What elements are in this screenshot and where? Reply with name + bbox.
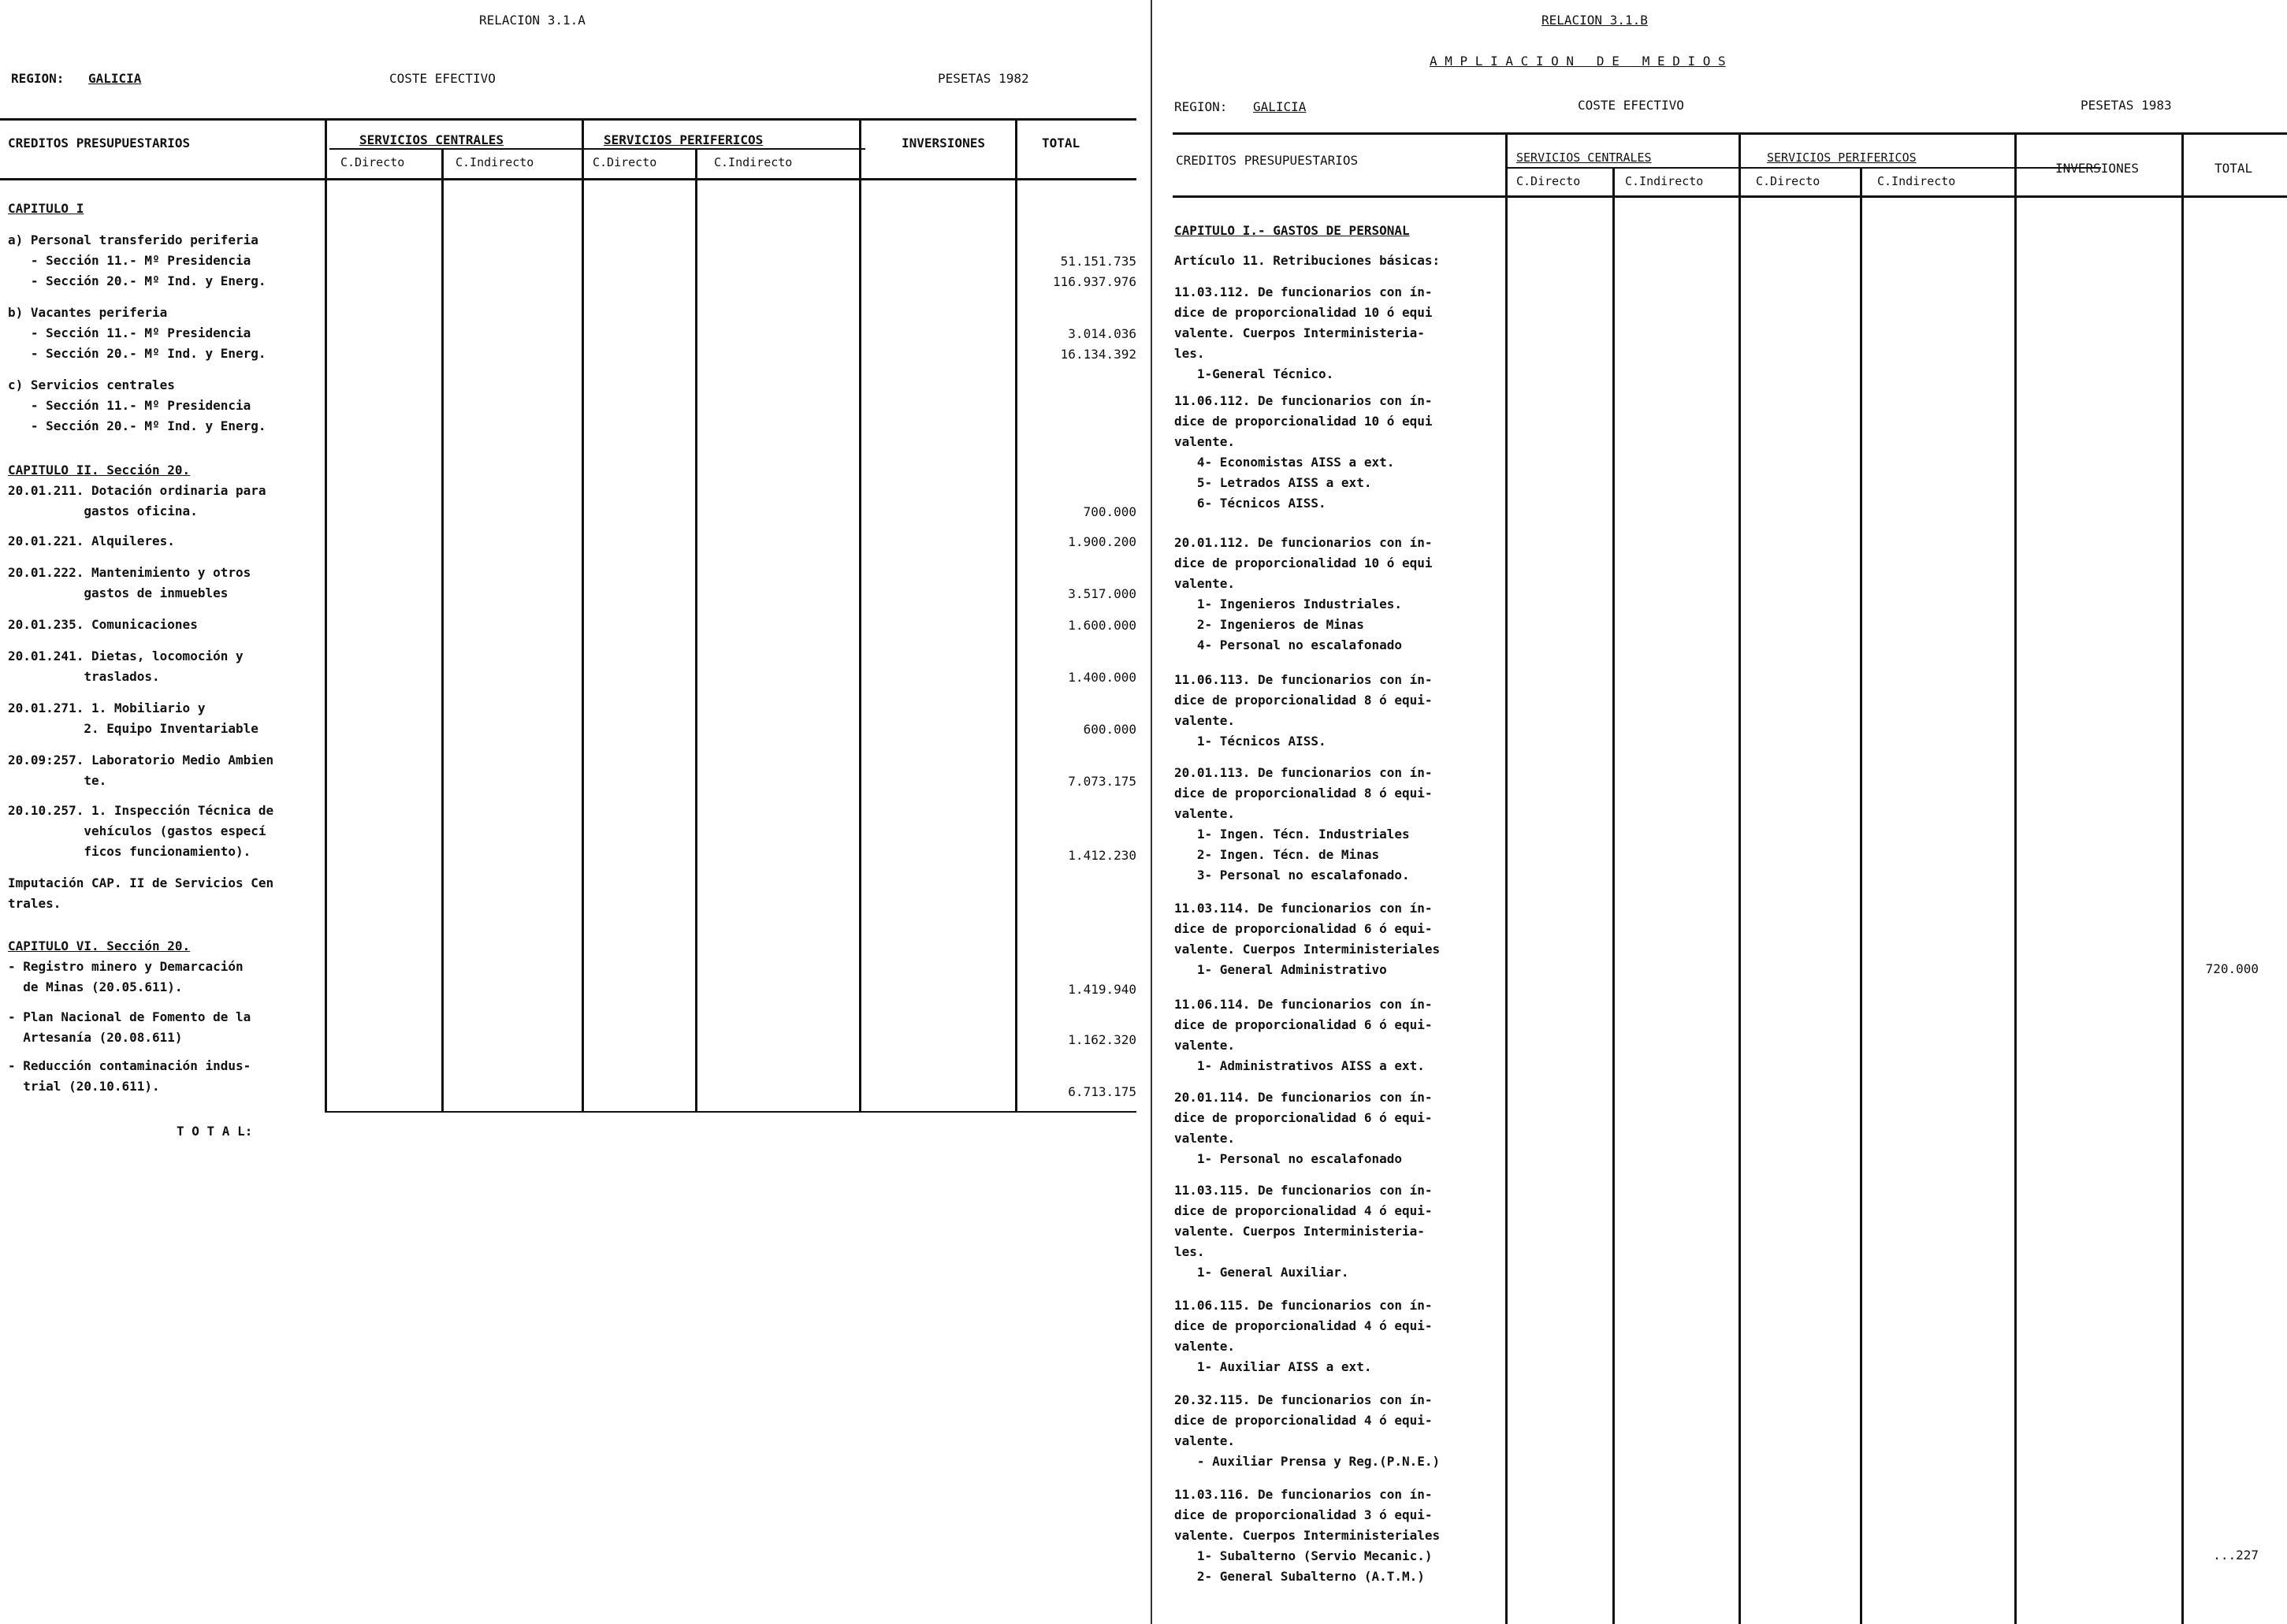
header-bottom-rule [1173,195,2287,198]
subsection-heading: a) Personal transferido periferia [8,232,258,247]
row-total: ...227 [2213,1548,2259,1563]
col-divider [2014,132,2017,1624]
cost-type: COSTE EFECTIVO [1578,98,1684,113]
table-row-label: 11.06.112. De funcionarios con ín- dice de proporcionalidad 10 ó equi valente. 4- Economistas AISS a ext. 5- Letrados AISS a ext. 6- Técnicos AISS. [1174,393,1433,511]
region-value: GALICIA [1253,99,1307,114]
table-row-label: 11.03.114. De funcionarios con ín- dice de proporcionalidad 6 ó equi- valente. Cuerpos Interministeriales 1- General Administrativo [1174,901,1441,977]
row-total: 1.162.320 [1068,1032,1136,1047]
header-total: TOTAL [1042,136,1080,151]
table-row-label: 20.01.221. Alquileres. [8,533,175,548]
header-c-indirecto: C.Indirecto [714,155,793,169]
table-row-label: - Sección 20.- Mº Ind. y Energ. [8,346,266,361]
header-serv-centrales: SERVICIOS CENTRALES [359,132,504,147]
table-row-label: 11.03.116. De funcionarios con ín- dice de proporcionalidad 3 ó equi- valente. Cuerpos Interministeriales 1- Subalterno (Servio Mecanic.) 2- General Subalterno (A.T.M.) [1174,1487,1441,1584]
row-total: 116.937.976 [1053,274,1136,289]
header-mid-rule [329,148,865,150]
row-total: 600.000 [1083,722,1136,737]
right-page [1152,0,2287,1624]
relation-title: RELACION 3.1.A [479,13,586,28]
header-serv-centrales: SERVICIOS CENTRALES [1516,151,1652,165]
row-total: 1.412.230 [1068,848,1136,863]
row-total: 1.900.200 [1068,534,1136,549]
header-inversiones: INVERSIONES [2055,161,2139,176]
col-divider [1505,132,1508,1624]
col-divider [1860,167,1862,1624]
table-row-label: 20.32.115. De funcionarios con ín- dice de proporcionalidad 4 ó equi- valente. - Auxiliar Prensa y Reg.(P.N.E.) [1174,1392,1441,1469]
row-total: 7.073.175 [1068,774,1136,789]
header-c-directo: C.Directo [593,155,657,169]
table-row-label: 11.06.114. De funcionarios con ín- dice de proporcionalidad 6 ó equi- valente. 1- Administrativos AISS a ext. [1174,997,1433,1073]
row-total: 700.000 [1083,504,1136,519]
table-row-label: 20.10.257. 1. Inspección Técnica de vehículos (gastos especí ficos funcionamiento). [8,803,274,859]
table-row-label: 11.03.115. De funcionarios con ín- dice de proporcionalidad 4 ó equi- valente. Cuerpos Interministeria- les. 1- General Auxiliar. [1174,1183,1433,1280]
table-top-rule [0,118,1136,121]
header-c-directo: C.Directo [340,155,405,169]
table-row-label: 11.06.115. De funcionarios con ín- dice de proporcionalidad 4 ó equi- valente. 1- Auxiliar AISS a ext. [1174,1298,1433,1374]
page-subtitle: A M P L I A C I O N D E M E D I O S [1430,54,1726,69]
header-c-indirecto: C.Indirecto [1625,174,1704,188]
table-row-label: 11.06.113. De funcionarios con ín- dice de proporcionalidad 8 ó equi- valente. 1- Técnicos AISS. [1174,672,1433,749]
table-row-label: - Sección 11.- Mº Presidencia [8,398,251,413]
header-c-directo: C.Directo [1516,174,1581,188]
subsection-heading: c) Servicios centrales [8,377,175,392]
table-row-label: - Sección 20.- Mº Ind. y Energ. [8,418,266,433]
table-row-label: 20.01.112. De funcionarios con ín- dice de proporcionalidad 10 ó equi valente. 1- Ingenieros Industriales. 2- Ingenieros de Minas 4- Personal no escalafonado [1174,535,1433,652]
total-label: T O T A L: [177,1124,253,1139]
region-value: GALICIA [88,71,142,86]
header-c-indirecto: C.Indirecto [456,155,534,169]
table-row-label: - Sección 20.- Mº Ind. y Energ. [8,273,266,288]
table-row-label: 20.01.222. Mantenimiento y otros gastos de inmuebles [8,565,251,600]
table-row-label: 20.01.271. 1. Mobiliario y 2. Equipo Inventariable [8,701,258,736]
chapter-heading: CAPITULO I.- GASTOS DE PERSONAL [1174,223,1410,238]
header-inversiones: INVERSIONES [902,136,985,151]
header-serv-perifericos: SERVICIOS PERIFERICOS [1767,151,1917,165]
table-row-label: 20.01.211. Dotación ordinaria para gastos oficina. [8,483,266,518]
row-total: 1.400.000 [1068,670,1136,685]
row-total: 16.134.392 [1060,347,1136,362]
header-creditos: CREDITOS PRESUPUESTARIOS [8,136,191,151]
header-serv-perifericos: SERVICIOS PERIFERICOS [604,132,764,147]
chapter-heading: CAPITULO II. Sección 20. [8,463,191,478]
col-divider [1612,167,1615,1624]
table-row-label: 20.01.241. Dietas, locomoción y traslados. [8,648,244,684]
currency-year: PESETAS 1982 [938,71,1029,86]
relation-title: RELACION 3.1.B [1541,13,1648,28]
row-total: 1.600.000 [1068,618,1136,633]
row-total: 720.000 [2205,961,2259,976]
row-total: 3.517.000 [1068,586,1136,601]
table-row-label: - Sección 11.- Mº Presidencia [8,325,251,340]
col-divider [441,148,444,1113]
table-row-label: - Sección 11.- Mº Presidencia [8,253,251,268]
col-divider [2181,132,2184,1624]
header-mid-rule [1505,167,2101,169]
row-total: 3.014.036 [1068,326,1136,341]
col-divider [859,118,861,1113]
header-c-indirecto: C.Indirecto [1877,174,1956,188]
table-row-label: Imputación CAP. II de Servicios Cen trales. [8,875,274,911]
row-total: 51.151.735 [1060,254,1136,269]
header-bottom-rule [0,178,1136,180]
table-row-label: - Registro minero y Demarcación de Minas (20.05.611). [8,959,244,994]
row-total: 1.419.940 [1068,982,1136,997]
col-divider [1015,118,1017,1113]
header-creditos: CREDITOS PRESUPUESTARIOS [1176,153,1359,168]
header-total: TOTAL [2214,161,2253,176]
chapter-heading: CAPITULO VI. Sección 20. [8,938,191,953]
table-row-label: - Plan Nacional de Fomento de la Artesanía (20.08.611) [8,1009,251,1045]
table-row-label: 11.03.112. De funcionarios con ín- dice de proporcionalidad 10 ó equi valente. Cuerpos Interministeria- les. 1-General Técnico. [1174,284,1433,381]
row-total: 6.713.175 [1068,1084,1136,1099]
currency-year: PESETAS 1983 [2081,98,2172,113]
table-top-rule [1173,132,2287,135]
col-divider [695,148,697,1113]
table-row-label: 20.09:257. Laboratorio Medio Ambien te. [8,753,274,788]
table-row-label: 20.01.235. Comunicaciones [8,617,198,632]
header-c-directo: C.Directo [1756,174,1820,188]
col-divider [325,118,327,1113]
region-label: REGION: [11,71,65,86]
table-row-label: - Reducción contaminación indus- trial (20.10.611). [8,1058,251,1094]
article-heading: Artículo 11. Retribuciones básicas: [1174,253,1441,268]
col-divider [582,118,584,1113]
table-row-label: 20.01.113. De funcionarios con ín- dice de proporcionalidad 8 ó equi- valente. 1- Ingen. Técn. Industriales 2- Ingen. Técn. de Minas 3- Personal no escalafonado. [1174,765,1433,883]
subsection-heading: b) Vacantes periferia [8,305,168,320]
col-divider [1738,132,1741,1624]
table-row-label: 20.01.114. De funcionarios con ín- dice de proporcionalidad 6 ó equi- valente. 1- Personal no escalafonado [1174,1090,1433,1166]
region-label: REGION: [1174,99,1228,114]
cost-type: COSTE EFECTIVO [389,71,496,86]
chapter-heading: CAPITULO I [8,201,84,216]
